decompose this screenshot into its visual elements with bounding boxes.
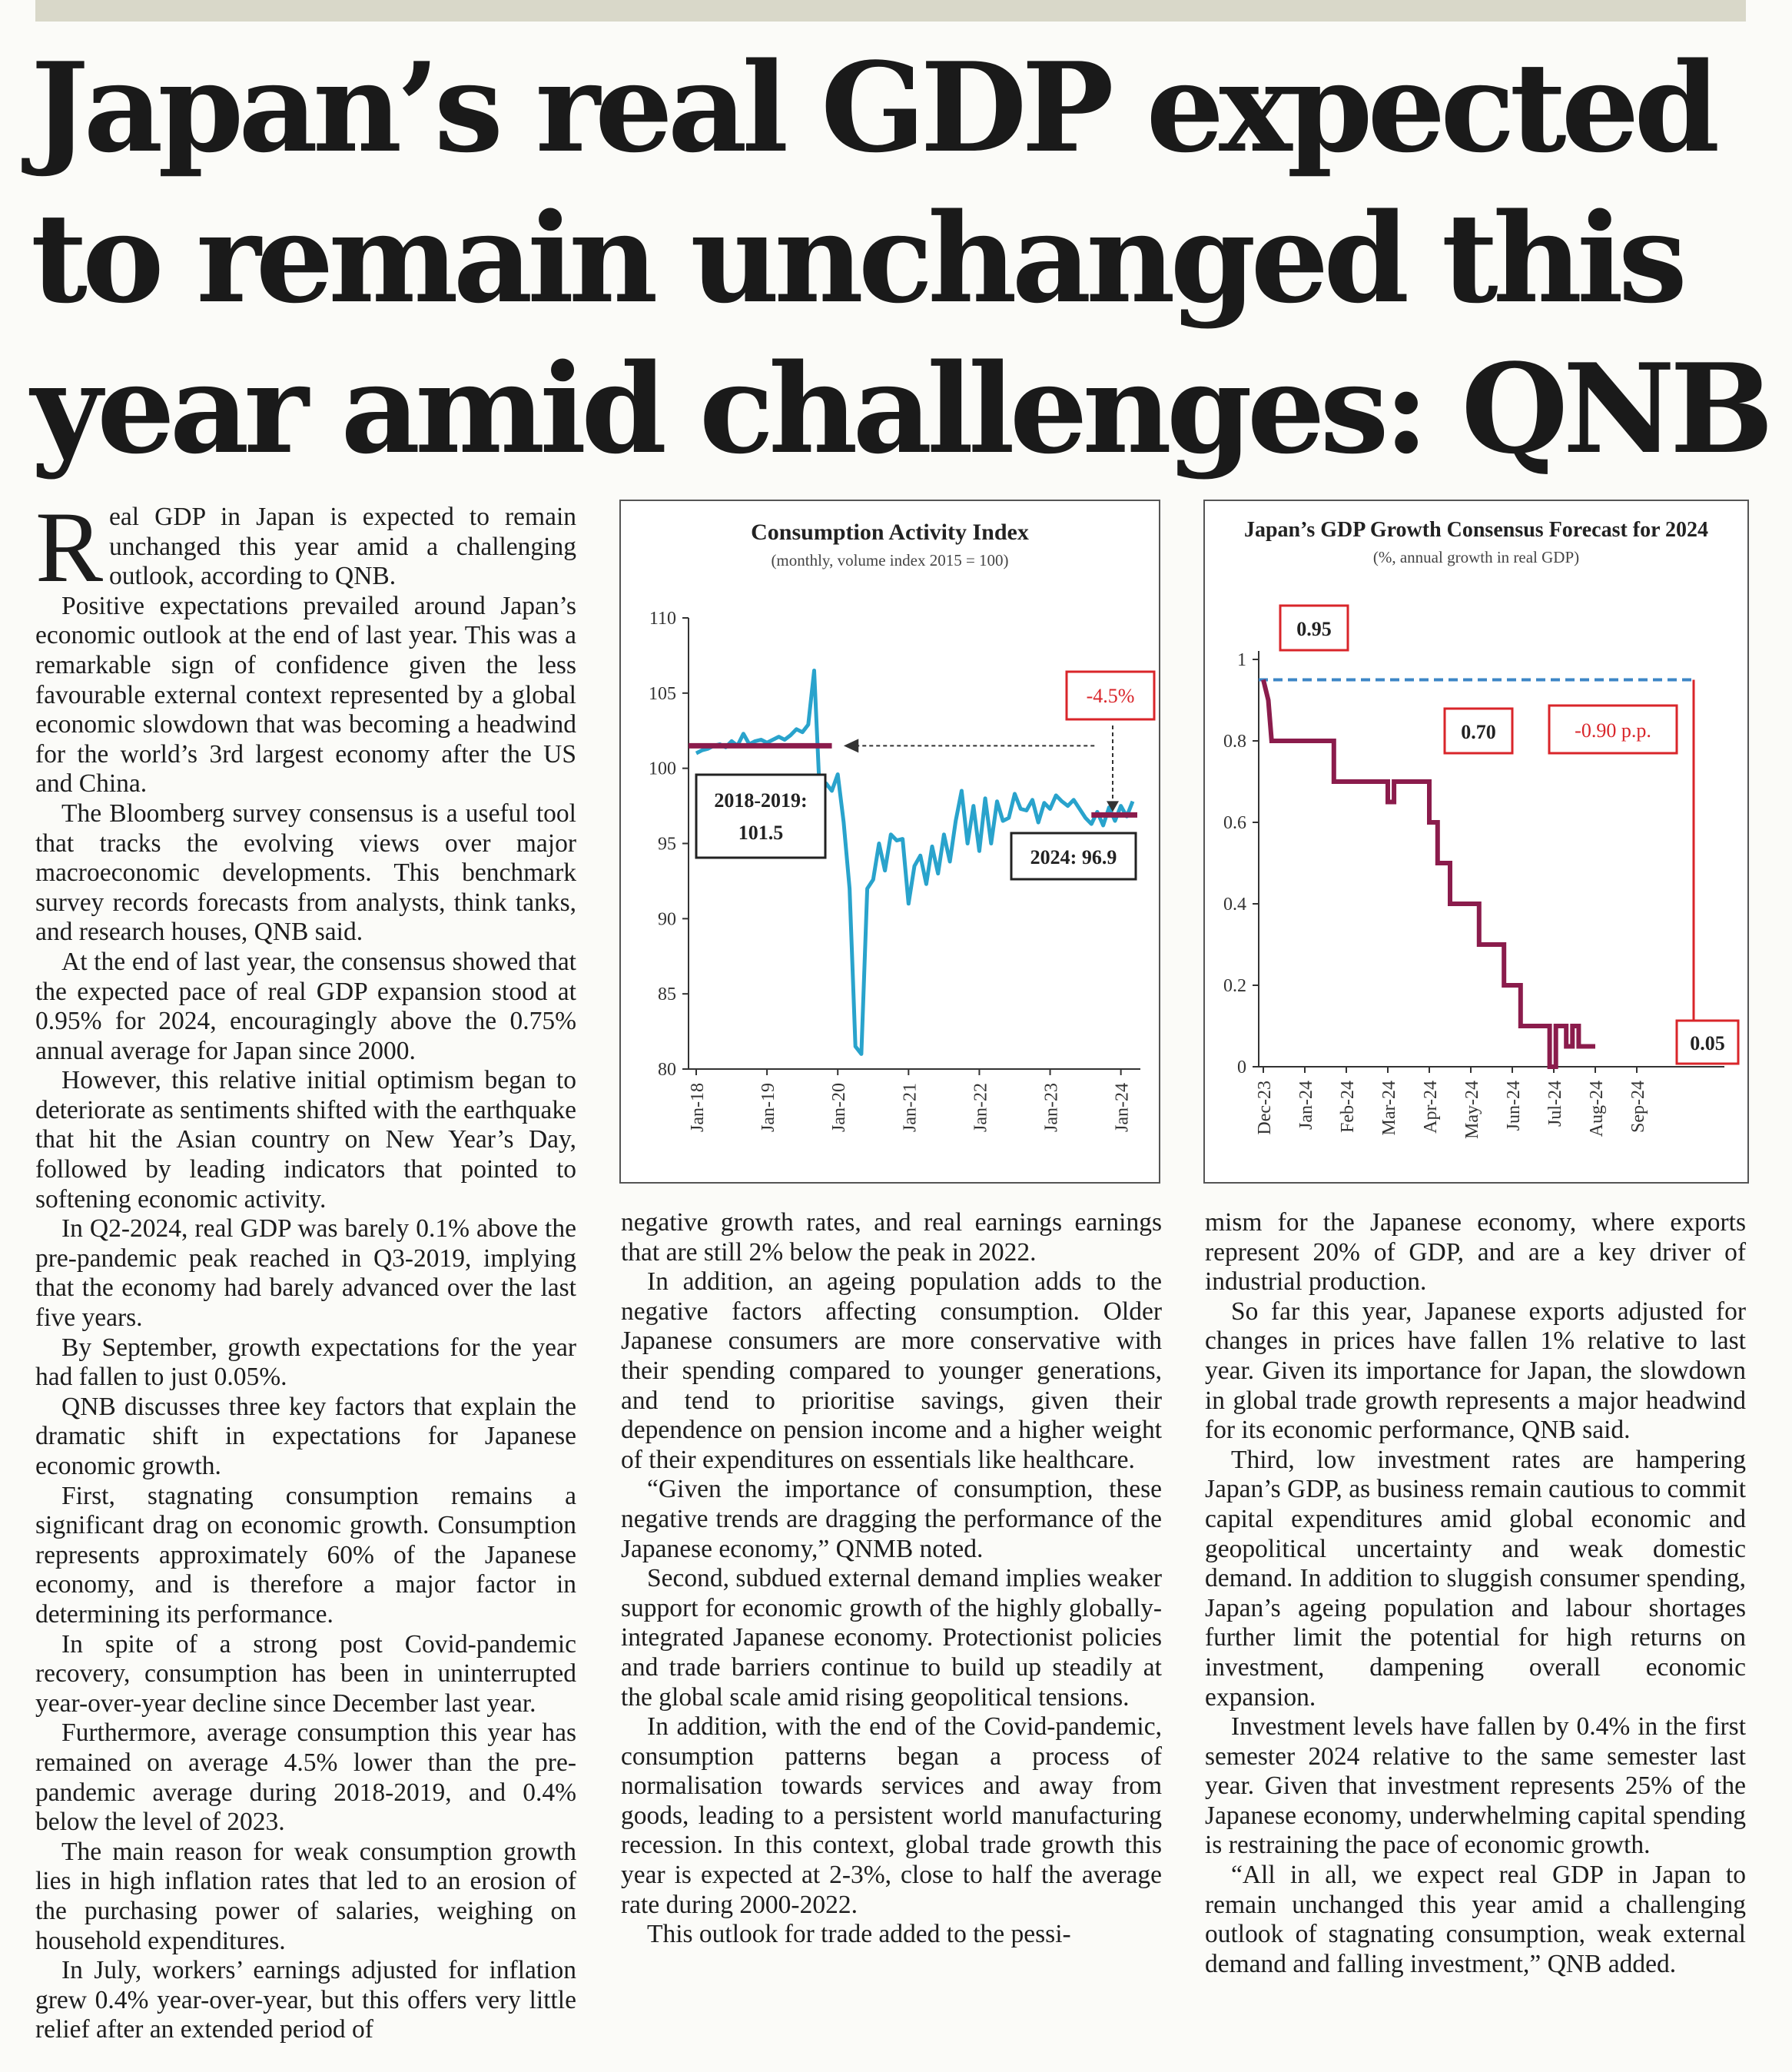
- y-tick-label: 110: [649, 609, 676, 629]
- y-tick-label: 0: [1237, 1058, 1246, 1078]
- headline-line-1: Japan’s real GDP expected: [31, 35, 1715, 180]
- article-paragraph: In spite of a strong post Covid-pandemic recovery, consumption has been in uninterrupted year-over-year decline since December last year.: [35, 1629, 576, 1718]
- y-tick-label: 1: [1237, 650, 1246, 670]
- x-tick-label: Feb-24: [1338, 1081, 1358, 1133]
- article-paragraph: However, this relative initial optimism began to deteriorate as sentiments shifted with the earthquake that hit the Asian country on New Year’s Day, followed by leading indicators that pointed to softening economic activity.: [35, 1066, 576, 1214]
- drop-value-label: -0.90 p.p.: [1575, 719, 1651, 742]
- end-value-label: 0.05: [1690, 1032, 1725, 1054]
- consumption-chart-svg: [621, 501, 1159, 1182]
- y-tick-label: 0.8: [1223, 732, 1246, 752]
- x-tick-label: Sep-24: [1628, 1081, 1648, 1133]
- article-paragraph: First, stagnating consumption remains a significant drag on economic growth. Consumption represents approximately 60% of the Japanese economy, and is therefore a major factor in determining its performance.: [35, 1481, 576, 1629]
- y-tick-label: 95: [658, 834, 676, 855]
- change-label: -4.5%: [1086, 685, 1135, 707]
- chart-subtitle: (%, annual growth in real GDP): [1372, 548, 1580, 566]
- chart-title: Consumption Activity Index: [751, 520, 1029, 545]
- y-tick-label: 85: [658, 985, 676, 1005]
- lead-text: eal GDP in Japan is expected to remain unchanged this year amid a challenging outlook, according to QNB.: [109, 503, 576, 591]
- article-paragraph: Furthermore, average consumption this year has remained on average 4.5% lower than the pre-pandemic average during 2018-2019, and 0.4% below the level of 2023.: [35, 1718, 576, 1837]
- article-paragraph: Second, subdued external demand implies weaker support for economic growth of the highly globally-integrated Japanese economy. Protectionist policies and trade barriers continue to build up steadily at the global scale amid rising geopolitical tensions.: [621, 1564, 1162, 1712]
- x-tick-label: Dec-23: [1255, 1081, 1275, 1135]
- y-tick-label: 100: [649, 759, 676, 779]
- start-value-label: 0.95: [1296, 618, 1332, 640]
- avg-2024-label: 2024: 96.9: [1030, 846, 1117, 868]
- article-paragraph: In Q2-2024, real GDP was barely 0.1% above the pre-pandemic peak reached in Q3-2019, implying that the economy had barely advanced over the last five years.: [35, 1214, 576, 1333]
- y-tick-label: 0.4: [1223, 895, 1246, 915]
- article-paragraph: In addition, an ageing population adds to the negative factors affecting consumption. Older Japanese consumers are more conservative with their spending compared to younger generations, and tend to prioritise savings, given their dependence on pension income and a higher weight of their expenditures on essentials like healthcare.: [621, 1267, 1162, 1474]
- article-paragraph: Third, low investment rates are hampering Japan’s GDP, as business remain cautious to commit capital expenditures amid global economic and geopolitical uncertainty and weak domestic demand. In addition to sluggish consumer spending, Japan’s ageing population and labour shortages further limit the potential for high returns on investment, dampening overall economic expansion.: [1205, 1445, 1746, 1712]
- x-tick-label: Jan-24: [1296, 1081, 1316, 1130]
- avg-2018-2019-value: 101.5: [738, 822, 784, 844]
- forecast-step-line: [1263, 680, 1595, 1068]
- article-paragraph: Investment levels have fallen by 0.4% in the first semester 2024 relative to the same semester last year. Given that investment represents 25% of the Japanese economy, underwhelming capital spending is restraining the pace of economic growth.: [1205, 1712, 1746, 1860]
- x-tick-label: May-24: [1462, 1081, 1482, 1139]
- headline-line-3: year amid challenges: QNB: [31, 337, 1769, 481]
- consumption-activity-chart: [619, 500, 1160, 1184]
- article-column-1: [35, 490, 576, 2045]
- article-paragraph: Positive expectations prevailed around Japan’s economic outlook at the end of last year. This was a remarkable sign of confidence given the less favourable external context represented by a global economic slowdown that was becoming a headwind for the world’s 3rd largest economy after the US and China.: [35, 591, 576, 799]
- headline: [31, 32, 1769, 484]
- article-paragraph: The main reason for weak consumption growth lies in high inflation rates that led to an erosion of the purchasing power of salaries, weighing on household expenditures.: [35, 1837, 576, 1955]
- article-paragraph: [35, 490, 576, 603]
- chart-title: Japan’s GDP Growth Consensus Forecast for 2024: [1243, 518, 1709, 542]
- x-tick-label: Jan-19: [758, 1083, 779, 1132]
- x-tick-label: Mar-24: [1379, 1081, 1399, 1136]
- x-tick-label: Aug-24: [1587, 1081, 1607, 1137]
- article-paragraph: “All in all, we expect real GDP in Japan to remain unchanged this year amid a challenging outlook of stagnating consumption, weak external demand and falling investment,” QNB added.: [1205, 1861, 1746, 1978]
- arrow-head-icon: [844, 739, 858, 752]
- top-banner-strip: [35, 0, 1746, 22]
- y-tick-label: 105: [649, 683, 676, 704]
- mid-value-label: 0.70: [1461, 721, 1496, 743]
- article-paragraph: In July, workers’ earnings adjusted for inflation grew 0.4% year-over-year, but this offers very little relief after an extended period of: [35, 1956, 576, 2044]
- x-tick-label: Jul-24: [1545, 1081, 1565, 1127]
- y-tick-label: 0.6: [1223, 813, 1246, 833]
- article-paragraph: So far this year, Japanese exports adjusted for changes in prices have fallen 1% relative to last year. Given its importance for Japan, the slowdown in global trade growth represents a major headwind for its economic performance, QNB said.: [1205, 1297, 1746, 1445]
- article-paragraph: mism for the Japanese economy, where exports represent 20% of GDP, and are a key driver of industrial production.: [1205, 1208, 1746, 1297]
- article-paragraph: negative growth rates, and real earnings earnings that are still 2% below the peak in 2022.: [621, 1208, 1162, 1267]
- avg-2018-2019-label: 2018-2019:: [714, 789, 808, 812]
- x-tick-label: Jan-22: [971, 1083, 991, 1132]
- headline-line-2: to remain unchanged this: [31, 186, 1682, 330]
- x-tick-label: Jan-21: [900, 1083, 921, 1132]
- gdp-chart-svg: [1205, 501, 1747, 1182]
- drop-cap: R: [35, 490, 104, 603]
- x-tick-label: Jan-24: [1112, 1083, 1133, 1132]
- x-tick-label: Jun-24: [1504, 1081, 1524, 1131]
- article-paragraph: This outlook for trade added to the pessi-: [647, 1920, 1071, 1949]
- avg-2018-2019-box: [696, 775, 825, 858]
- article-paragraph: At the end of last year, the consensus showed that the expected pace of real GDP expansion stood at 0.95% for 2024, encouragingly above the 0.75% annual average for Japan since 2000.: [35, 947, 576, 1065]
- article-paragraph: “Given the importance of consumption, these negative trends are dragging the performance of the Japanese economy,” QNMB noted.: [621, 1475, 1162, 1563]
- article-column-2: [621, 1208, 1162, 1950]
- article-paragraph: By September, growth expectations for the year had fallen to just 0.05%.: [35, 1333, 576, 1392]
- x-tick-label: Jan-18: [688, 1083, 708, 1132]
- chart-subtitle: (monthly, volume index 2015 = 100): [771, 551, 1009, 569]
- y-tick-label: 80: [658, 1060, 676, 1080]
- article-paragraph: In addition, with the end of the Covid-pandemic, consumption patterns began a process of normalisation towards services and away from goods, leading to a persistent world manufacturing recession. In this context, global trade growth this year is expected at 2-3%, close to half the average rate during 2000-2022.: [621, 1712, 1162, 1919]
- y-tick-label: 0.2: [1223, 976, 1246, 996]
- y-tick-label: 90: [658, 909, 676, 930]
- article-paragraph: The Bloomberg survey consensus is a useful tool that tracks the evolving views over major macroeconomic developments. This benchmark survey records forecasts from analysts, think tanks, and research houses, QNB said.: [35, 799, 576, 947]
- article-paragraph: QNB discusses three key factors that explain the dramatic shift in expectations for Japanese economic growth.: [35, 1392, 576, 1480]
- article-column-3: [1205, 1208, 1746, 1979]
- x-tick-label: Jan-23: [1041, 1083, 1062, 1132]
- x-tick-label: Apr-24: [1421, 1081, 1441, 1134]
- x-tick-label: Jan-20: [829, 1083, 850, 1132]
- gdp-forecast-chart: [1203, 500, 1749, 1184]
